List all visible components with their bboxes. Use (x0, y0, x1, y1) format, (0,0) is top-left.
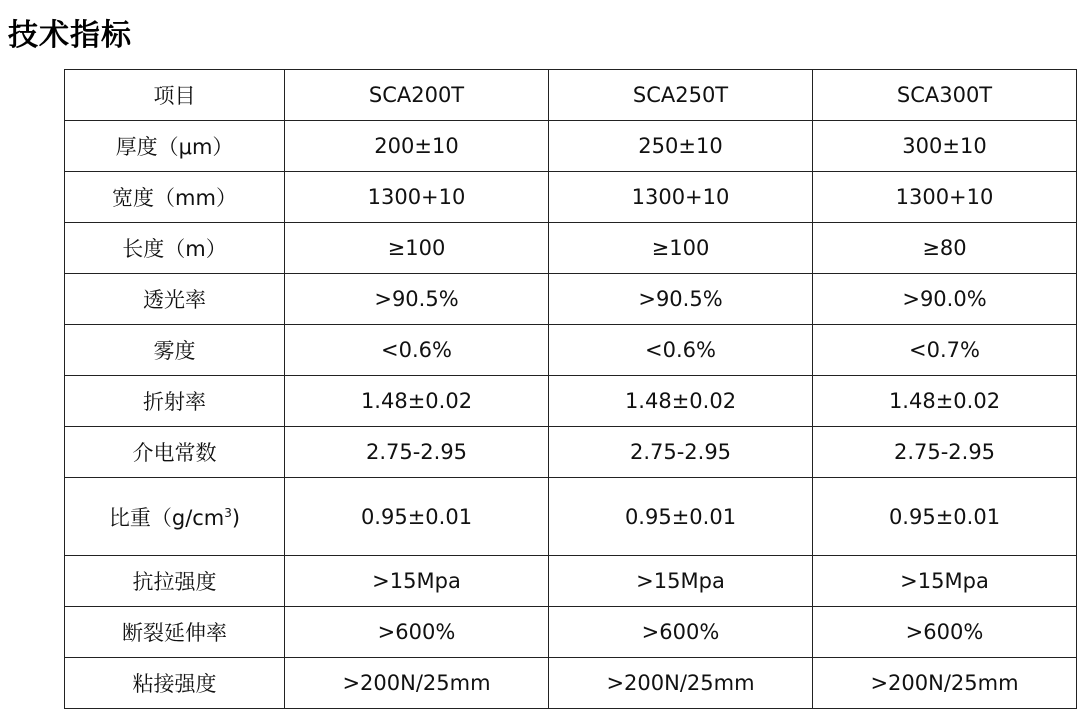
row-label: 雾度 (65, 325, 285, 376)
row-label: 厚度（μm） (65, 121, 285, 172)
table-cell: 2.75-2.95 (549, 427, 813, 478)
table-cell: >200N/25mm (813, 658, 1077, 709)
table-cell: >200N/25mm (549, 658, 813, 709)
table-row (65, 121, 1077, 172)
table-cell: >200N/25mm (285, 658, 549, 709)
table-cell: 0.95±0.01 (285, 478, 549, 556)
table-cell: <0.6% (285, 325, 549, 376)
table-row (65, 223, 1077, 274)
table-cell: ≥100 (549, 223, 813, 274)
table-cell: 300±10 (813, 121, 1077, 172)
row-label-close: ) (231, 505, 241, 530)
table-cell: >90.5% (549, 274, 813, 325)
table-cell: 1.48±0.02 (813, 376, 1077, 427)
table-cell: 0.95±0.01 (813, 478, 1077, 556)
row-label: 宽度（mm） (65, 172, 285, 223)
table-cell: 1300+10 (549, 172, 813, 223)
table-cell: >600% (285, 607, 549, 658)
table-cell: 200±10 (285, 121, 549, 172)
table-cell: 1.48±0.02 (549, 376, 813, 427)
table-cell: 250±10 (549, 121, 813, 172)
row-label-superscript: 3 (224, 505, 232, 520)
row-label: 透光率 (65, 274, 285, 325)
table-cell: >600% (813, 607, 1077, 658)
table-cell: 1.48±0.02 (285, 376, 549, 427)
row-label (65, 478, 285, 556)
table-row (65, 376, 1077, 427)
page-title: 技术指标 (8, 18, 132, 53)
table-cell: 0.95±0.01 (549, 478, 813, 556)
header-cell-item: 项目 (65, 70, 285, 121)
table-row (65, 556, 1077, 607)
header-cell-sca250t: SCA250T (549, 70, 813, 121)
table-cell: >90.5% (285, 274, 549, 325)
row-label: 折射率 (65, 376, 285, 427)
table-cell: >15Mpa (285, 556, 549, 607)
table-row (65, 478, 1077, 556)
table-row (65, 607, 1077, 658)
table-cell: ≥80 (813, 223, 1077, 274)
table-row (65, 658, 1077, 709)
row-label: 长度（m） (65, 223, 285, 274)
table-cell: <0.7% (813, 325, 1077, 376)
table-row (65, 427, 1077, 478)
table-cell: >600% (549, 607, 813, 658)
table-row (65, 325, 1077, 376)
row-label: 介电常数 (65, 427, 285, 478)
table-header-row (65, 70, 1077, 121)
table-cell: 2.75-2.95 (813, 427, 1077, 478)
row-label: 断裂延伸率 (65, 607, 285, 658)
table-cell: >90.0% (813, 274, 1077, 325)
table-cell: 1300+10 (285, 172, 549, 223)
row-label: 抗拉强度 (65, 556, 285, 607)
header-cell-sca200t: SCA200T (285, 70, 549, 121)
table-cell: <0.6% (549, 325, 813, 376)
row-label-text: 比重（g/cm (108, 505, 225, 530)
row-label: 粘接强度 (65, 658, 285, 709)
header-cell-sca300t: SCA300T (813, 70, 1077, 121)
spec-table (64, 69, 1077, 709)
table-cell: 2.75-2.95 (285, 427, 549, 478)
table-cell: ≥100 (285, 223, 549, 274)
table-cell: >15Mpa (813, 556, 1077, 607)
table-row (65, 274, 1077, 325)
table-cell: 1300+10 (813, 172, 1077, 223)
table-row (65, 172, 1077, 223)
table-cell: >15Mpa (549, 556, 813, 607)
